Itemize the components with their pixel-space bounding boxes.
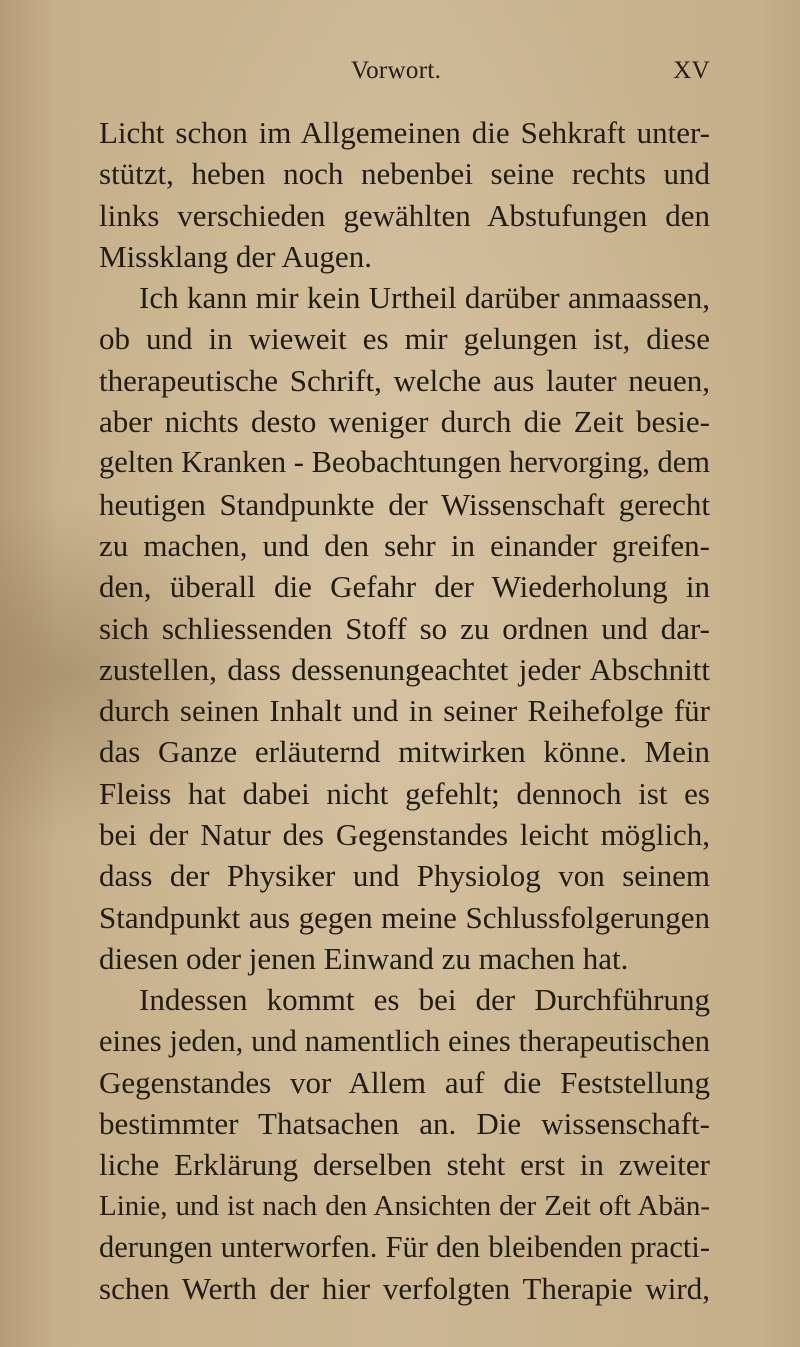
text-line: Indessen kommt es bei der Durchführung [139,982,710,1018]
body-text [99,112,710,1310]
running-head-title: Vorwort. [351,57,442,84]
text-line: zustellen, dass dessenungeachtet jeder Abschnitt [99,651,710,687]
text-line: Linie, und ist nach den Ansichten der Zeit oft Abän- [99,1189,710,1222]
text-line: sich schliessenden Stoff so zu ordnen und dar- [99,610,710,646]
text-line: zu machen, und den sehr in einander greifen- [99,527,710,563]
text-line: eines jeden, und namentlich eines therapeutischen [99,1023,710,1058]
text-line: diesen oder jenen Einwand zu machen hat. [99,940,629,976]
text-line: Ich kann mir kein Urtheil darüber anmaassen, [139,280,710,316]
text-line: links verschieden gewählten Abstufungen den [99,197,710,233]
text-line: dass der Physiker und Physiolog von seinem [99,858,710,894]
text-line: Licht schon im Allgemeinen die Sehkraft unter- [99,115,710,150]
page-number: XV [673,57,710,84]
text-line: stützt, heben noch nebenbei seine rechts und [99,156,710,192]
text-line: Standpunkt aus gegen meine Schlussfolgerungen [99,899,710,935]
text-line: liche Erklärung derselben steht erst in zweiter [99,1147,710,1183]
running-head [99,57,710,87]
text-line: durch seinen Inhalt und in seiner Reihefolge für [99,693,710,729]
text-line: aber nichts desto weniger durch die Zeit besie- [99,404,710,440]
text-line: den, überall die Gefahr der Wiederholung in [99,569,710,605]
text-line: ob und in wieweit es mir gelungen ist, diese [99,321,710,357]
text-line: heutigen Standpunkte der Wissenschaft gerecht [99,486,710,522]
text-line: gelten Kranken - Beobachtungen hervorging, dem [99,445,710,480]
text-line: Missklang der Augen. [99,238,372,274]
text-line: bestimmter Thatsachen an. Die wissenschaft- [99,1106,710,1142]
text-line: therapeutische Schrift, welche aus lauter neuen, [99,362,710,398]
text-line: derungen unterworfen. Für den bleibenden practi- [99,1230,710,1265]
text-line: Fleiss hat dabei nicht gefehlt; dennoch ist es [99,775,710,811]
text-line: das Ganze erläuternd mitwirken könne. Mein [99,734,710,770]
text-line: Gegenstandes vor Allem auf die Feststellung [99,1064,710,1100]
text-line: schen Werth der hier verfolgten Therapie wird, [99,1271,710,1307]
text-line: bei der Natur des Gegenstandes leicht möglich, [99,817,710,853]
